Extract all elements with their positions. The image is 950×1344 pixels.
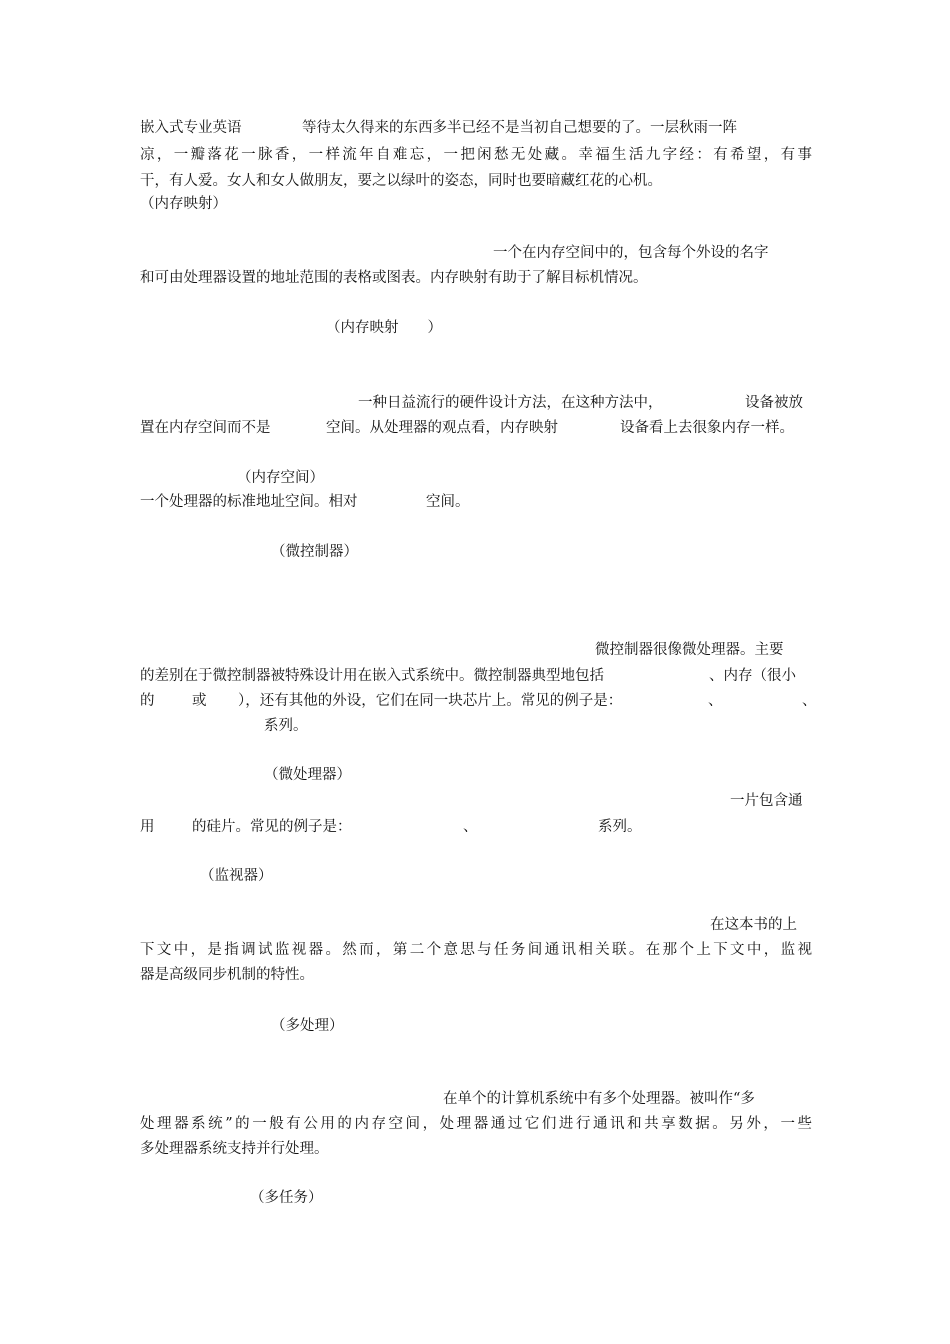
memory-mapped-line-1b: 设备被放 — [745, 395, 803, 411]
microprocessor-line-2b: 的硅片。常见的例子是： — [192, 819, 352, 835]
memory-space-line-1a: 一个处理器的标准地址空间。相对 — [140, 494, 358, 510]
microcontroller-line-3b: 或 — [192, 693, 207, 709]
memory-space-line-1b: 空间。 — [426, 494, 470, 510]
monitor-line-2: 下文中，是指调试监视器。然而，第二个意思与任务间通讯相关联。在那个上下文中，监视 — [140, 942, 812, 958]
heading-memory-mapped: （内存映射 ） — [326, 320, 442, 336]
heading-multiprocessing: （多处理） — [271, 1018, 344, 1034]
memory-map-line-2: 和可由处理器设置的地址范围的表格或图表。内存映射有助于了解目标机情况。 — [140, 270, 648, 286]
microprocessor-line-2d: 系列。 — [598, 819, 642, 835]
intro-line-1: 等待太久得来的东西多半已经不是当初自己想要的了。一层秋雨一阵 — [302, 120, 737, 136]
heading-microprocessor: （微处理器） — [264, 767, 351, 783]
heading-multitasking: （多任务） — [250, 1190, 323, 1206]
heading-memory-space: （内存空间） — [237, 470, 324, 486]
microcontroller-line-2b: 、内存（很小 — [709, 668, 796, 684]
memory-map-line-1: 一个在内存空间中的，包含每个外设的名字 — [493, 245, 769, 261]
memory-mapped-line-1a: 一种日益流行的硬件设计方法，在这种方法中， — [358, 395, 663, 411]
multiprocessing-line-3: 多处理器系统支持并行处理。 — [140, 1141, 329, 1157]
intro-line-3: 干，有人爱。女人和女人做朋友，要之以绿叶的姿态，同时也要暗藏红花的心机。 — [140, 173, 662, 189]
document-title: 嵌入式专业英语 — [140, 120, 242, 136]
microprocessor-line-2a: 用 — [140, 819, 155, 835]
heading-microcontroller: （微控制器） — [271, 544, 358, 560]
microcontroller-line-1: 微控制器很像微处理器。主要 — [595, 642, 784, 658]
microcontroller-line-3e: 、 — [802, 693, 817, 709]
microcontroller-line-4: 系列。 — [264, 718, 308, 734]
memory-mapped-line-2b: 空间。从处理器的观点看，内存映射 — [326, 420, 558, 436]
multiprocessing-line-1: 在单个的计算机系统中有多个处理器。被叫作“多 — [443, 1091, 755, 1107]
intro-line-2: 凉，一瓣落花一脉香，一样流年自难忘，一把闲愁无处藏。幸福生活九字经：有希望，有事 — [140, 147, 812, 163]
memory-mapped-line-2c: 设备看上去很象内存一样。 — [620, 420, 794, 436]
microcontroller-line-3a: 的 — [140, 693, 155, 709]
heading-memory-map: （内存映射） — [140, 196, 227, 212]
microcontroller-line-2a: 的差别在于微控制器被特殊设计用在嵌入式系统中。微控制器典型地包括 — [140, 668, 604, 684]
heading-monitor: （监视器） — [200, 868, 273, 884]
microcontroller-line-3d: 、 — [708, 693, 723, 709]
monitor-line-1: 在这本书的上 — [710, 917, 797, 933]
microprocessor-line-1: 一片包含通 — [730, 793, 803, 809]
monitor-line-3: 器是高级同步机制的特性。 — [140, 967, 314, 983]
memory-mapped-line-2a: 置在内存空间而不是 — [140, 420, 271, 436]
microcontroller-line-3c: ），还有其他的外设，它们在同一块芯片上。常见的例子是： — [238, 693, 623, 709]
multiprocessing-line-2: 处理器系统”的一般有公用的内存空间，处理器通过它们进行通讯和共享数据。另外，一些 — [140, 1116, 812, 1132]
microprocessor-line-2c: 、 — [463, 819, 478, 835]
